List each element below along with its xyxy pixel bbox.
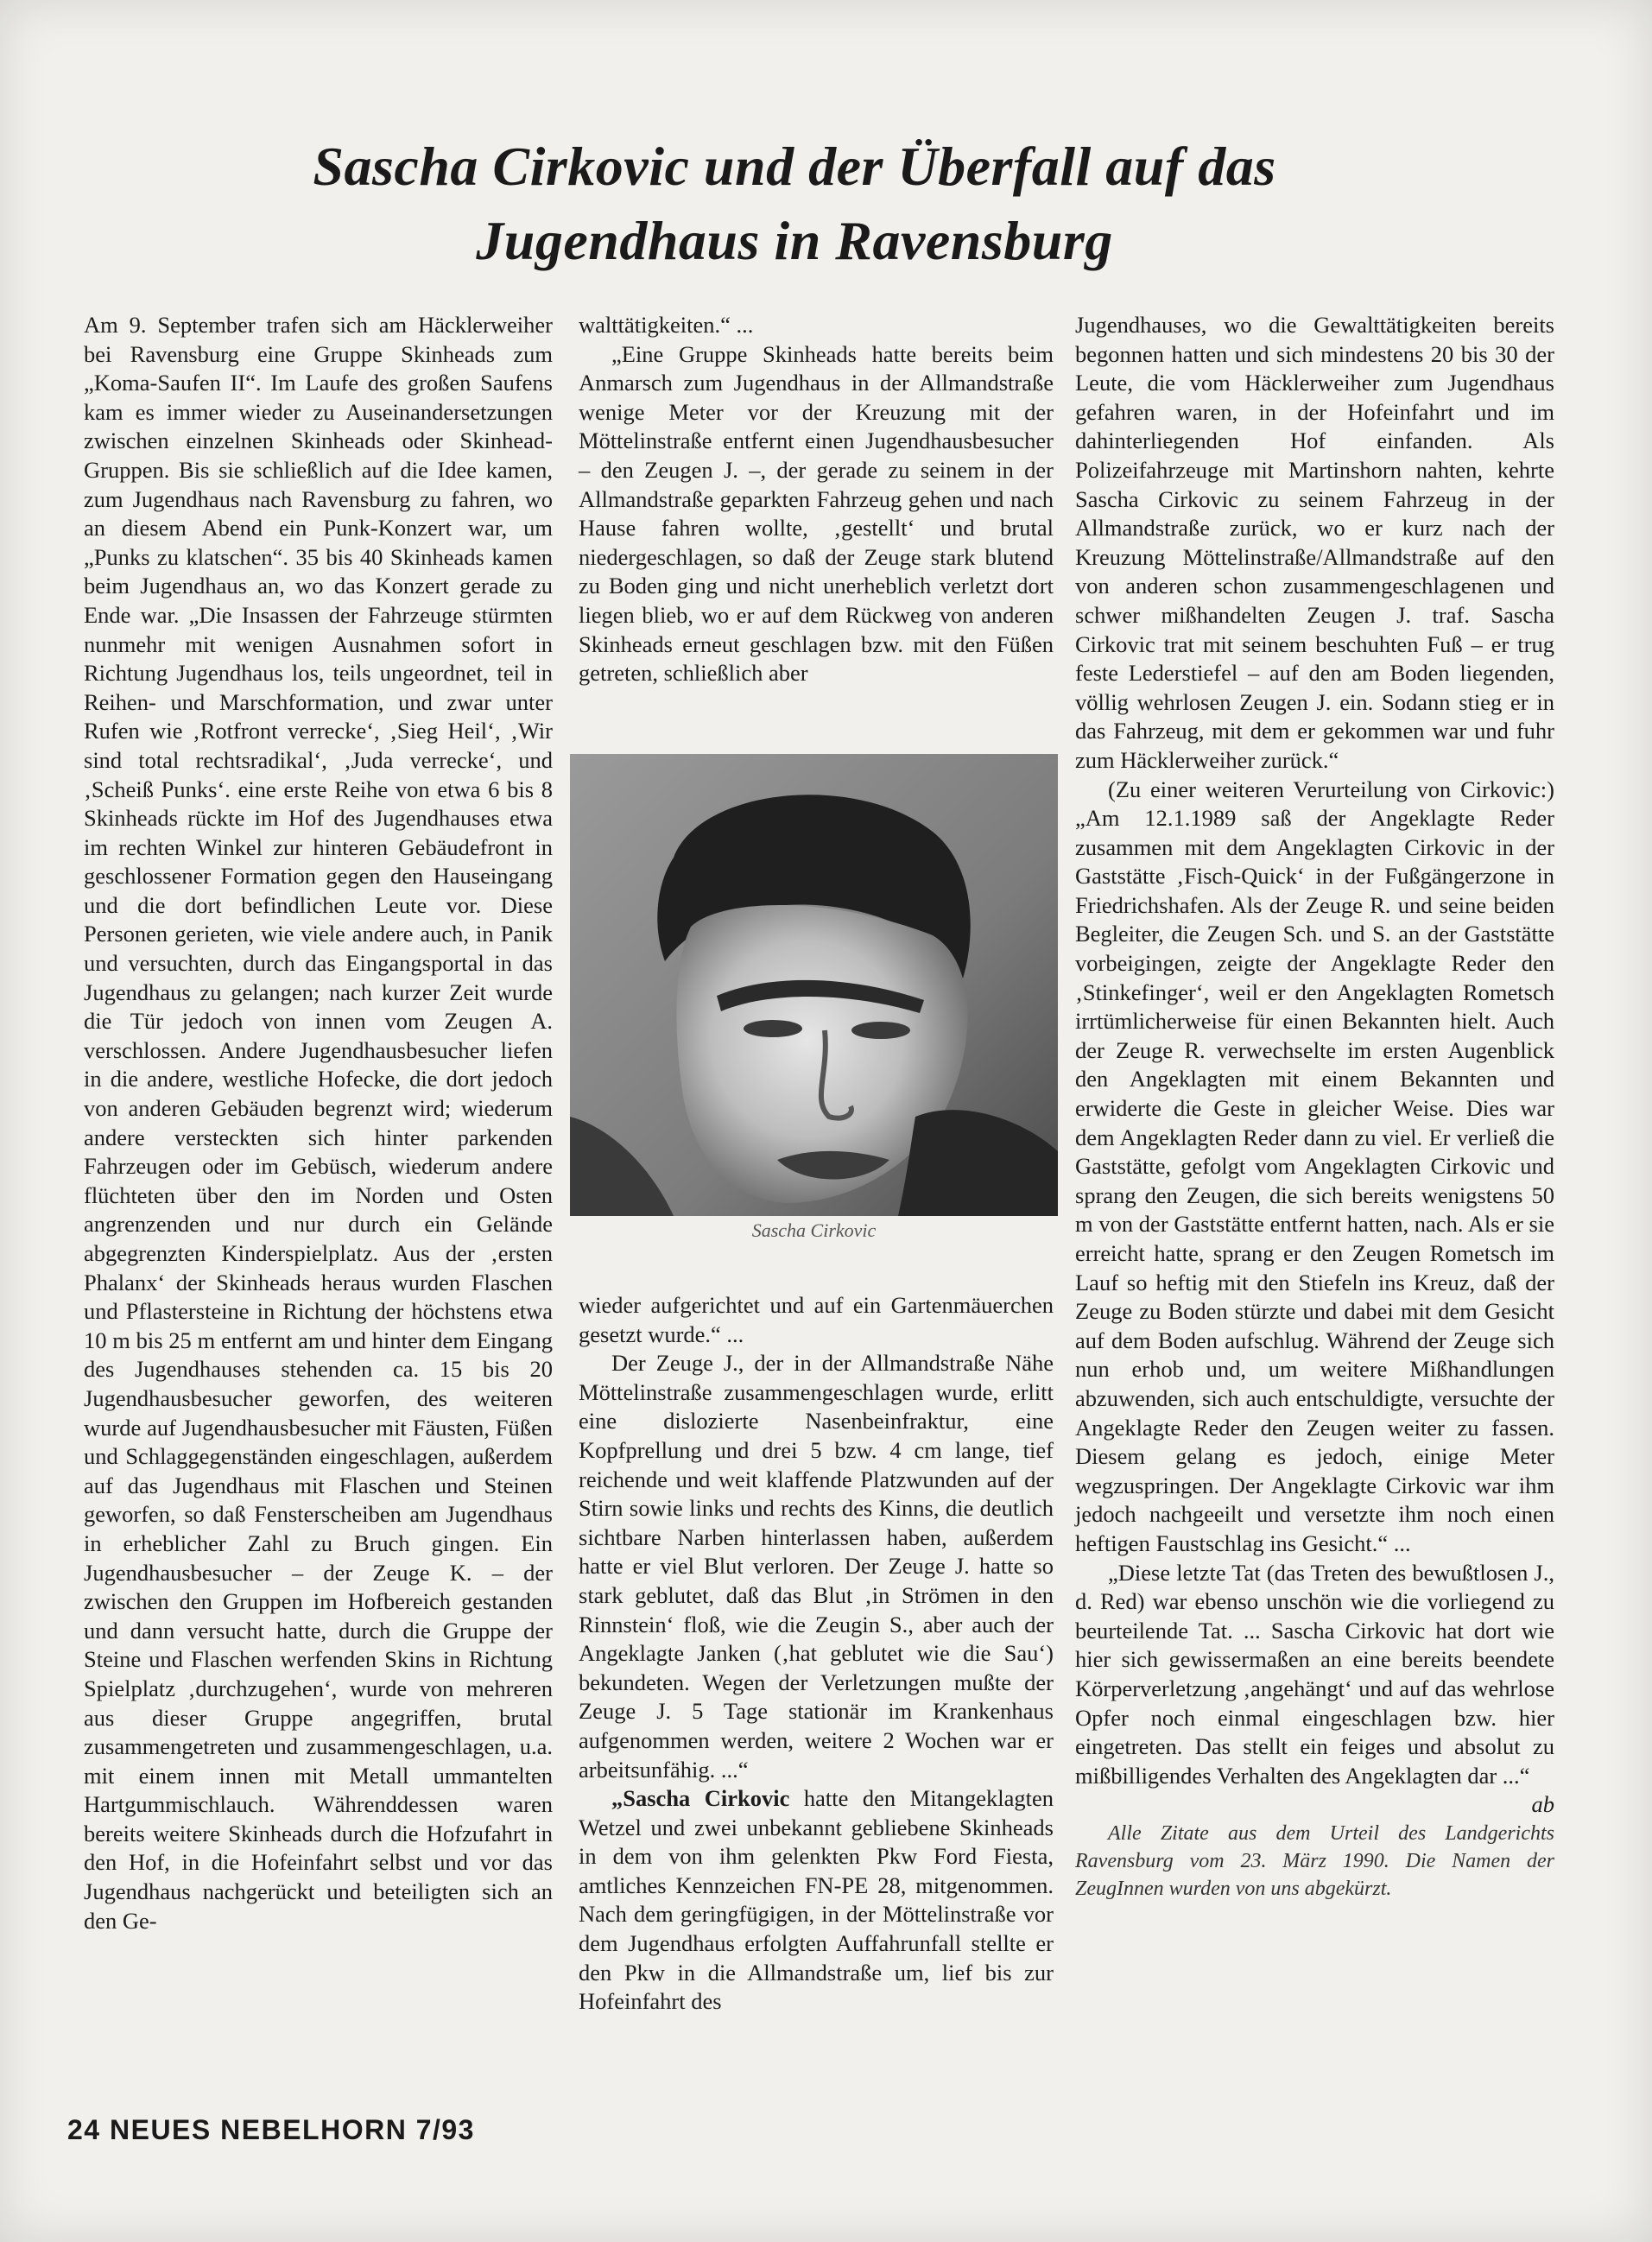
author-signature: ab — [1531, 1791, 1554, 1818]
photo-caption: Sascha Cirkovic — [751, 1219, 877, 1241]
column-2-paragraph-5 — [579, 1784, 1054, 2017]
column-3-paragraph-3: „Diese letzte Tat (das Treten des bewußtlosen J., d. Red) war ebenso unschön wie die vorliegend zu beurteilende Tat. ... Sascha Cirkovic hat dort wie hier sich gewissermaßen an eine bereits beendete Körperverletzung ‚angehängt‘ und auf das wehrlose Opfer noch einmal eingeschlagen bzw. hier eingetreten. Das stellt ein feiges und absolut zu mißbilligendes Verhalten des Angeklagten dar ...“ — [1075, 1559, 1554, 1789]
column-2-paragraph-4: Der Zeuge J., der in der Allmandstraße Nähe Möttelinstraße zusammengeschlagen wurde, erlitt eine dislozierte Nasenbeinfraktur, eine Kopfprellung und drei 5 bzw. 4 cm lange, tief reichende und weit klaffende Platzwunden auf der Stirn sowie links und rechts des Kinns, die deutlich sichtbare Narben hinterlassen haben, außerdem hatte er viel Blut verloren. Der Zeuge J. hatte so stark geblutet, daß das Blut ‚in Strömen in den Rinnstein‘ floß, wie die Zeugin S., aber auch der Angeklagte Janken (‚hat geblutet wie die Sau‘) bekundeten. Wegen der Verletzungen mußte der Zeuge J. 5 Tage stationär im Krankenhaus aufgenommen werden, weitere 2 Wochen war er arbeitsunfähig. ...“ — [579, 1350, 1054, 1783]
column-2-lower — [579, 1291, 1054, 2017]
headline-line-1: Sascha Cirkovic und der Überfall auf das — [313, 136, 1276, 197]
column-3-paragraph-2: (Zu einer weiteren Verurteilung von Cirkovic:) „Am 12.1.1989 saß der Angeklagte Reder zusammen mit dem Angeklagten Cirkovic in der Gaststätte ‚Fisch-Quick‘ in der Fußgängerzone in Friedrichshafen. Als der Zeuge R. und seine beiden Begleiter, die Zeugen Sch. und S. an der Gaststätte vorbeigingen, zeigte der Angeklagte Reder den ‚Stinkefinger‘, weil er den Angeklagten Rometsch irrtümlicherweise für einen Bekannten hielt. Auch der Zeuge R. verwechselte im ersten Augenblick den Angeklagten mit einem Bekannten und erwiderte die Geste in gleicher Weise. Dies war dem Angeklagten Reder dann zu viel. Er verließ die Gaststätte, gefolgt vom Angeklagten Cirkovic und sprang den Zeugen, die sich bereits wenigstens 50 m von der Gaststätte entfernt hatten, nach. Als er sie erreicht hatte, sprang er den Zeugen Rometsch im Lauf so heftig mit den Stiefeln ins Kreuz, daß der Zeuge zu Boden stürzte und dabei mit dem Gesicht auf dem Boden aufschlug. Während der Zeuge sich nun erhob und, um weitere Mißhandlungen abzuwenden, sich auch entschuldigte, versuchte der Angeklagte Reder den Zeugen weiter zu fassen. Diesem gelang es jedoch, einige Meter wegzuspringen. Der Angeklagte Cirkovic war ihm jedoch nachgeeilt und versetzte ihm noch einen heftigen Faustschlag ins Gesicht.“ ... — [1075, 776, 1554, 1556]
column-3-paragraph-1: Jugendhauses, wo die Gewalttätigkeiten bereits begonnen hatten und sich mindestens 20 bis 30 der Leute, die vom Häcklerweiher zum Jugendhaus gefahren waren, in der Hofeinfahrt und im dahinterliegenden Hof einfanden. Als Polizeifahrzeuge mit Martinshorn nahten, kehrte Sascha Cirkovic zu seinem Fahrzeug in der Allmandstraße zurück, wo er kurz nach der Kreuzung Möttelinstraße/Allmandstraße auf den von anderen schon zusammengeschlagenen und schwer mißhandelten Zeugen J. traf. Sascha Cirkovic trat mit seinem beschuhten Fuß – er trug feste Lederstiefel – auf den am Boden liegenden, völlig wehrlosen Zeugen J. ein. Sodann stieg er in das Fahrzeug, mit dem er gekommen war und fuhr zum Häcklerweiher zurück.“ — [1075, 312, 1554, 773]
column-2-upper — [579, 311, 1054, 688]
column-1 — [84, 311, 553, 1935]
bold-name-lead: „Sascha Cirkovic — [611, 1785, 790, 1812]
column-2-paragraph-2: „Eine Gruppe Skinheads hatte bereits beim Anmarsch zum Jugendhaus in der Allmandstraße wenige Meter vor der Kreuzung mit der Möttelinstraße entfernt einen Jugendhausbesucher – den Zeugen J. –, der gerade zu seinem in der Allmandstraße geparkten Fahrzeug gehen und nach Hause fahren wollte, ‚gestellt‘ und brutal niedergeschlagen, so daß der Zeuge stark blutend zu Boden ging und nicht unerheblich verletzt dort liegen blieb, wo er auf dem Rückweg von anderen Skinheads erneut geschlagen bzw. mit den Füßen getreten, schließlich aber — [579, 340, 1054, 687]
article-headline — [173, 130, 1416, 278]
column-2-paragraph-5-text: hatte den Mitangeklagten Wetzel und zwei unbekannt gebliebene Skinheads in dem von ihm gelenkten Pkw Ford Fiesta, amtliches Kennzeichen FN-PE 28, mitgenommen. Nach dem geringfügigen, in der Möttelinstraße vor dem Jugendhaus erfolgten Auffahrunfall stellte er den Pkw in die Allmandstraße um, lief bis zur Hofeinfahrt des — [579, 1785, 1054, 2015]
page-footer: 24 NEUES NEBELHORN 7/93 — [67, 2114, 475, 2145]
column-2-paragraph-3: wieder aufgerichtet und auf ein Gartenmäuerchen gesetzt wurde.“ ... — [579, 1292, 1054, 1347]
column-3 — [1075, 311, 1554, 1903]
portrait-photo — [570, 754, 1058, 1216]
source-credit: Alle Zitate aus dem Urteil des Landgerichts Ravensburg vom 23. März 1990. Die Namen der ZeugInnen wurden von uns abgekürzt. — [1075, 1821, 1554, 1900]
headline-line-2: Jugendhaus in Ravensburg — [476, 210, 1113, 271]
column-1-paragraph: Am 9. September trafen sich am Häcklerweiher bei Ravensburg eine Gruppe Skinheads zum „Koma-Saufen II“. Im Laufe des großen Saufens kam es immer wieder zu Auseinandersetzungen zwischen einzelnen Skinheads oder Skinhead-Gruppen. Bis sie schließlich auf die Idee kamen, zum Jugendhaus nach Ravensburg zu fahren, wo an diesem Abend ein Punk-Konzert war, um „Punks zu klatschen“. 35 bis 40 Skinheads kamen beim Jugendhaus an, wo das Konzert gerade zu Ende war. „Die Insassen der Fahrzeuge stürmten nunmehr mit wenigen Ausnahmen sofort in Richtung Jugendhaus los, teils ungeordnet, teil in Reihen- und Marschformation, und zwar unter Rufen wie ‚Rotfront verrecke‘, ‚Sieg Heil‘, ‚Wir sind total rechtsradikal‘, ‚Juda verrecke‘, und ‚Scheiß Punks‘. eine erste Reihe von etwa 6 bis 8 Skinheads rückte im Hof des Jugendhauses etwa im rechten Winkel zur hinteren Gebäudefront in geschlossener Formation gegen den Hauseingang und die dort befindlichen Leute vor. Diese Personen gerieten, wie viele andere auch, in Panik und versuchten, durch das Eingangsportal in das Jugendhaus zu gelangen; nach kurzer Zeit wurde die Tür jedoch von innen vom Zeugen A. verschlossen. Andere Jugendhausbesucher liefen in die andere, westliche Hofecke, die dort jedoch von anderen Gebäuden begrenzt wird; wiederum andere versteckten sich hinter parkenden Fahrzeugen oder im Gebüsch, wiederum andere flüchteten über den im Norden und Osten angrenzenden und nur durch ein Gelände abgegrenzten Kinderspielplatz. Aus der ‚ersten Phalanx‘ der Skinheads heraus wurden Flaschen und Pflastersteine in Richtung der höchstens etwa 10 m bis 25 m entfernt am und hinter dem Eingang des Jugendhauses stehenden ca. 15 bis 20 Jugendhausbesucher geworfen, des weiteren wurde auf Jugendhausbesucher mit Fäusten, Füßen und Schlaggegenständen eingeschlagen, außerdem auf das Jugendhaus mit Flaschen und Steinen geworfen, so daß Fensterscheiben am Jugendhaus in erheblicher Zahl zu Bruch gingen. Ein Jugendhausbesucher – der Zeuge K. – der zwischen den Gruppen im Hofbereich gestanden und dann versucht hatte, durch die Gruppe der Steine und Flaschen werfenden Skins in Richtung Spielplatz ‚durchzugehen‘, wurde von mehreren aus dieser Gruppe angegriffen, brutal zusammengetreten und zusammengeschlagen, u.a. mit einem innen mit Metall ummantelten Hartgummischlauch. Währenddessen waren bereits weitere Skinheads durch die Hofzufahrt in den Hof, in die Hofeinfahrt selbst und vor das Jugendhaus nachgerückt und beteiligten sich an den Ge- — [84, 312, 553, 1934]
portrait-image — [570, 754, 1058, 1216]
column-2-paragraph-1: walttätigkeiten.“ ... — [579, 312, 754, 338]
